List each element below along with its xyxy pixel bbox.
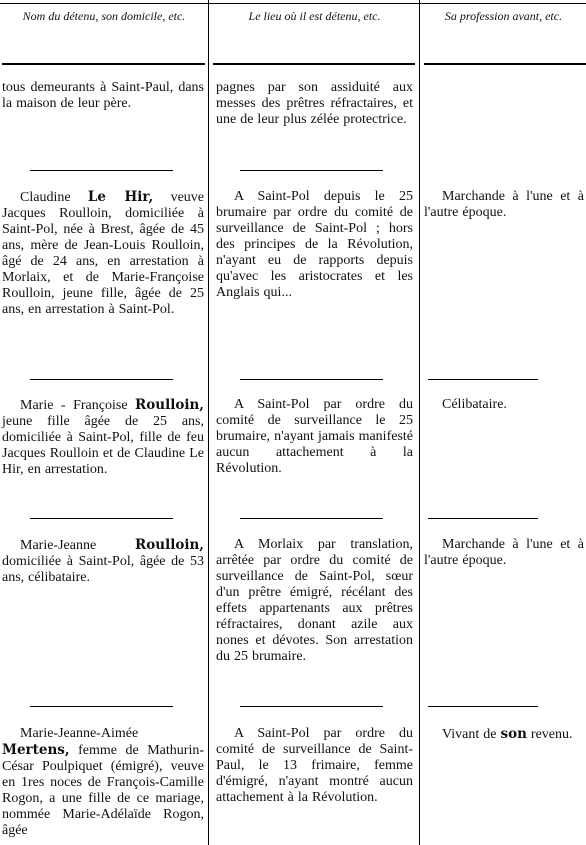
header-col3: Sa profession avant, etc. <box>444 9 563 23</box>
row3-name-prefix: Marie-Jeanne <box>20 538 136 553</box>
row1-col1 <box>2 189 204 318</box>
row2-profession: Célibataire. <box>442 397 507 412</box>
row-separator <box>30 379 173 380</box>
row1-surname: Le Hir, <box>87 189 154 205</box>
row-separator <box>428 518 538 519</box>
row3-detention: A Morlaix par translation, arrêtée par ordre du comité de surveillance de Saint-Pol, sœur d'un prêtre émigré, récélant des effets appartenants aux prêtres réfractaires, donant azile aux nones et dévotes. Son arrestation du 25 brumaire. <box>216 537 413 664</box>
row4-col1 <box>2 726 204 839</box>
row1-profession: Marchande à l'une et à l'autre époque. <box>424 189 584 220</box>
row4-surname: Mertens, <box>2 742 70 758</box>
row4-col3 <box>424 726 584 743</box>
row0-col1: tous demeurants à Saint-Paul, dans la maison de leur père. <box>2 80 204 111</box>
row1-col3 <box>424 189 584 221</box>
row1-detention: A Saint-Pol depuis le 25 brumaire par ordre du comité de surveillance de Saint-Pol ; hors des principes de la Révolution, n'ayant eu de rapports depuis qu'avec les aristocrates et les Anglais qui... <box>216 189 413 300</box>
row2-surname: Roulloin, <box>135 397 204 413</box>
row-separator <box>240 706 383 707</box>
row-separator <box>30 706 173 707</box>
row-separator <box>30 170 173 171</box>
column-divider-2 <box>419 0 420 845</box>
header-col1: Nom du détenu, son domicile, etc. <box>22 9 186 23</box>
row3-details: domiciliée à Saint-Pol, âgée de 53 ans, célibataire. <box>2 554 204 585</box>
header-col2: Le lieu où il est détenu, etc. <box>248 9 381 23</box>
column-divider-1 <box>208 0 209 845</box>
row4-profession-suffix: revenu. <box>526 727 573 742</box>
row3-surname: Roulloin, <box>135 537 204 553</box>
row4-details: femme de Mathurin-César Poulpiquet (émigré), veuve en 1res noces de François-Camille Rogon, a une fille de ce mariage, nommée Marie-Adélaïde Rogon, âgée <box>2 743 204 838</box>
row3-col3 <box>424 537 584 569</box>
row3-col1 <box>2 537 204 586</box>
header-rule-col3 <box>424 63 586 65</box>
row-separator <box>428 379 538 380</box>
row-separator <box>30 518 173 519</box>
row1-details: veuve Jacques Roulloin, domiciliée à Saint-Pol, née à Brest, âgée de 45 ans, mère de Jean-Louis Roulloin, âgé de 24 ans, en arrestation à Morlaix, et de Marie-Françoise Roulloin, jeune fille, âgée de 25 ans, en arrestation à Saint-Pol. <box>2 190 205 317</box>
row4-detention: A Saint-Pol par ordre du comité de surveillance de Saint-Paul, le 13 frimaire, femme d'émigré, n'ayant montré aucun attachement à la Révolution. <box>216 726 413 805</box>
row4-profession-bold: son <box>500 726 527 742</box>
row0-col2: pagnes par son assiduité aux messes des prêtres réfractaires, et une de leur plus zélée protectrice. <box>216 80 413 127</box>
row4-profession-prefix: Vivant de <box>442 727 501 742</box>
row2-col2 <box>216 397 413 477</box>
row1-name-prefix: Claudine <box>20 190 88 205</box>
row2-details: jeune fille âgée de 25 ans, domiciliée à Saint-Pol, fille de feu Jacques Roulloin et de Claudine Le Hir, en arrestation. <box>2 414 204 477</box>
row4-col2 <box>216 726 413 806</box>
row2-col1 <box>2 397 204 478</box>
row2-detention: A Saint-Pol par ordre du comité de surveillance le 25 brumaire, n'ayant jamais manifesté aucun attachement à la Révolution. <box>216 397 413 476</box>
row3-col2 <box>216 537 413 665</box>
row-separator <box>240 379 383 380</box>
row-separator <box>428 706 538 707</box>
row2-col3 <box>424 397 584 413</box>
row1-col2 <box>216 189 413 301</box>
header-rule-col2 <box>213 63 415 65</box>
row3-profession: Marchande à l'une et à l'autre époque. <box>424 537 584 568</box>
row-separator <box>240 518 383 519</box>
top-border <box>0 3 586 4</box>
row2-name-prefix: Marie - Françoise <box>20 398 136 413</box>
row4-name-prefix: Marie-Jeanne-Aimée <box>20 726 139 741</box>
row-separator <box>240 170 383 171</box>
header-rule-col1 <box>2 63 205 65</box>
